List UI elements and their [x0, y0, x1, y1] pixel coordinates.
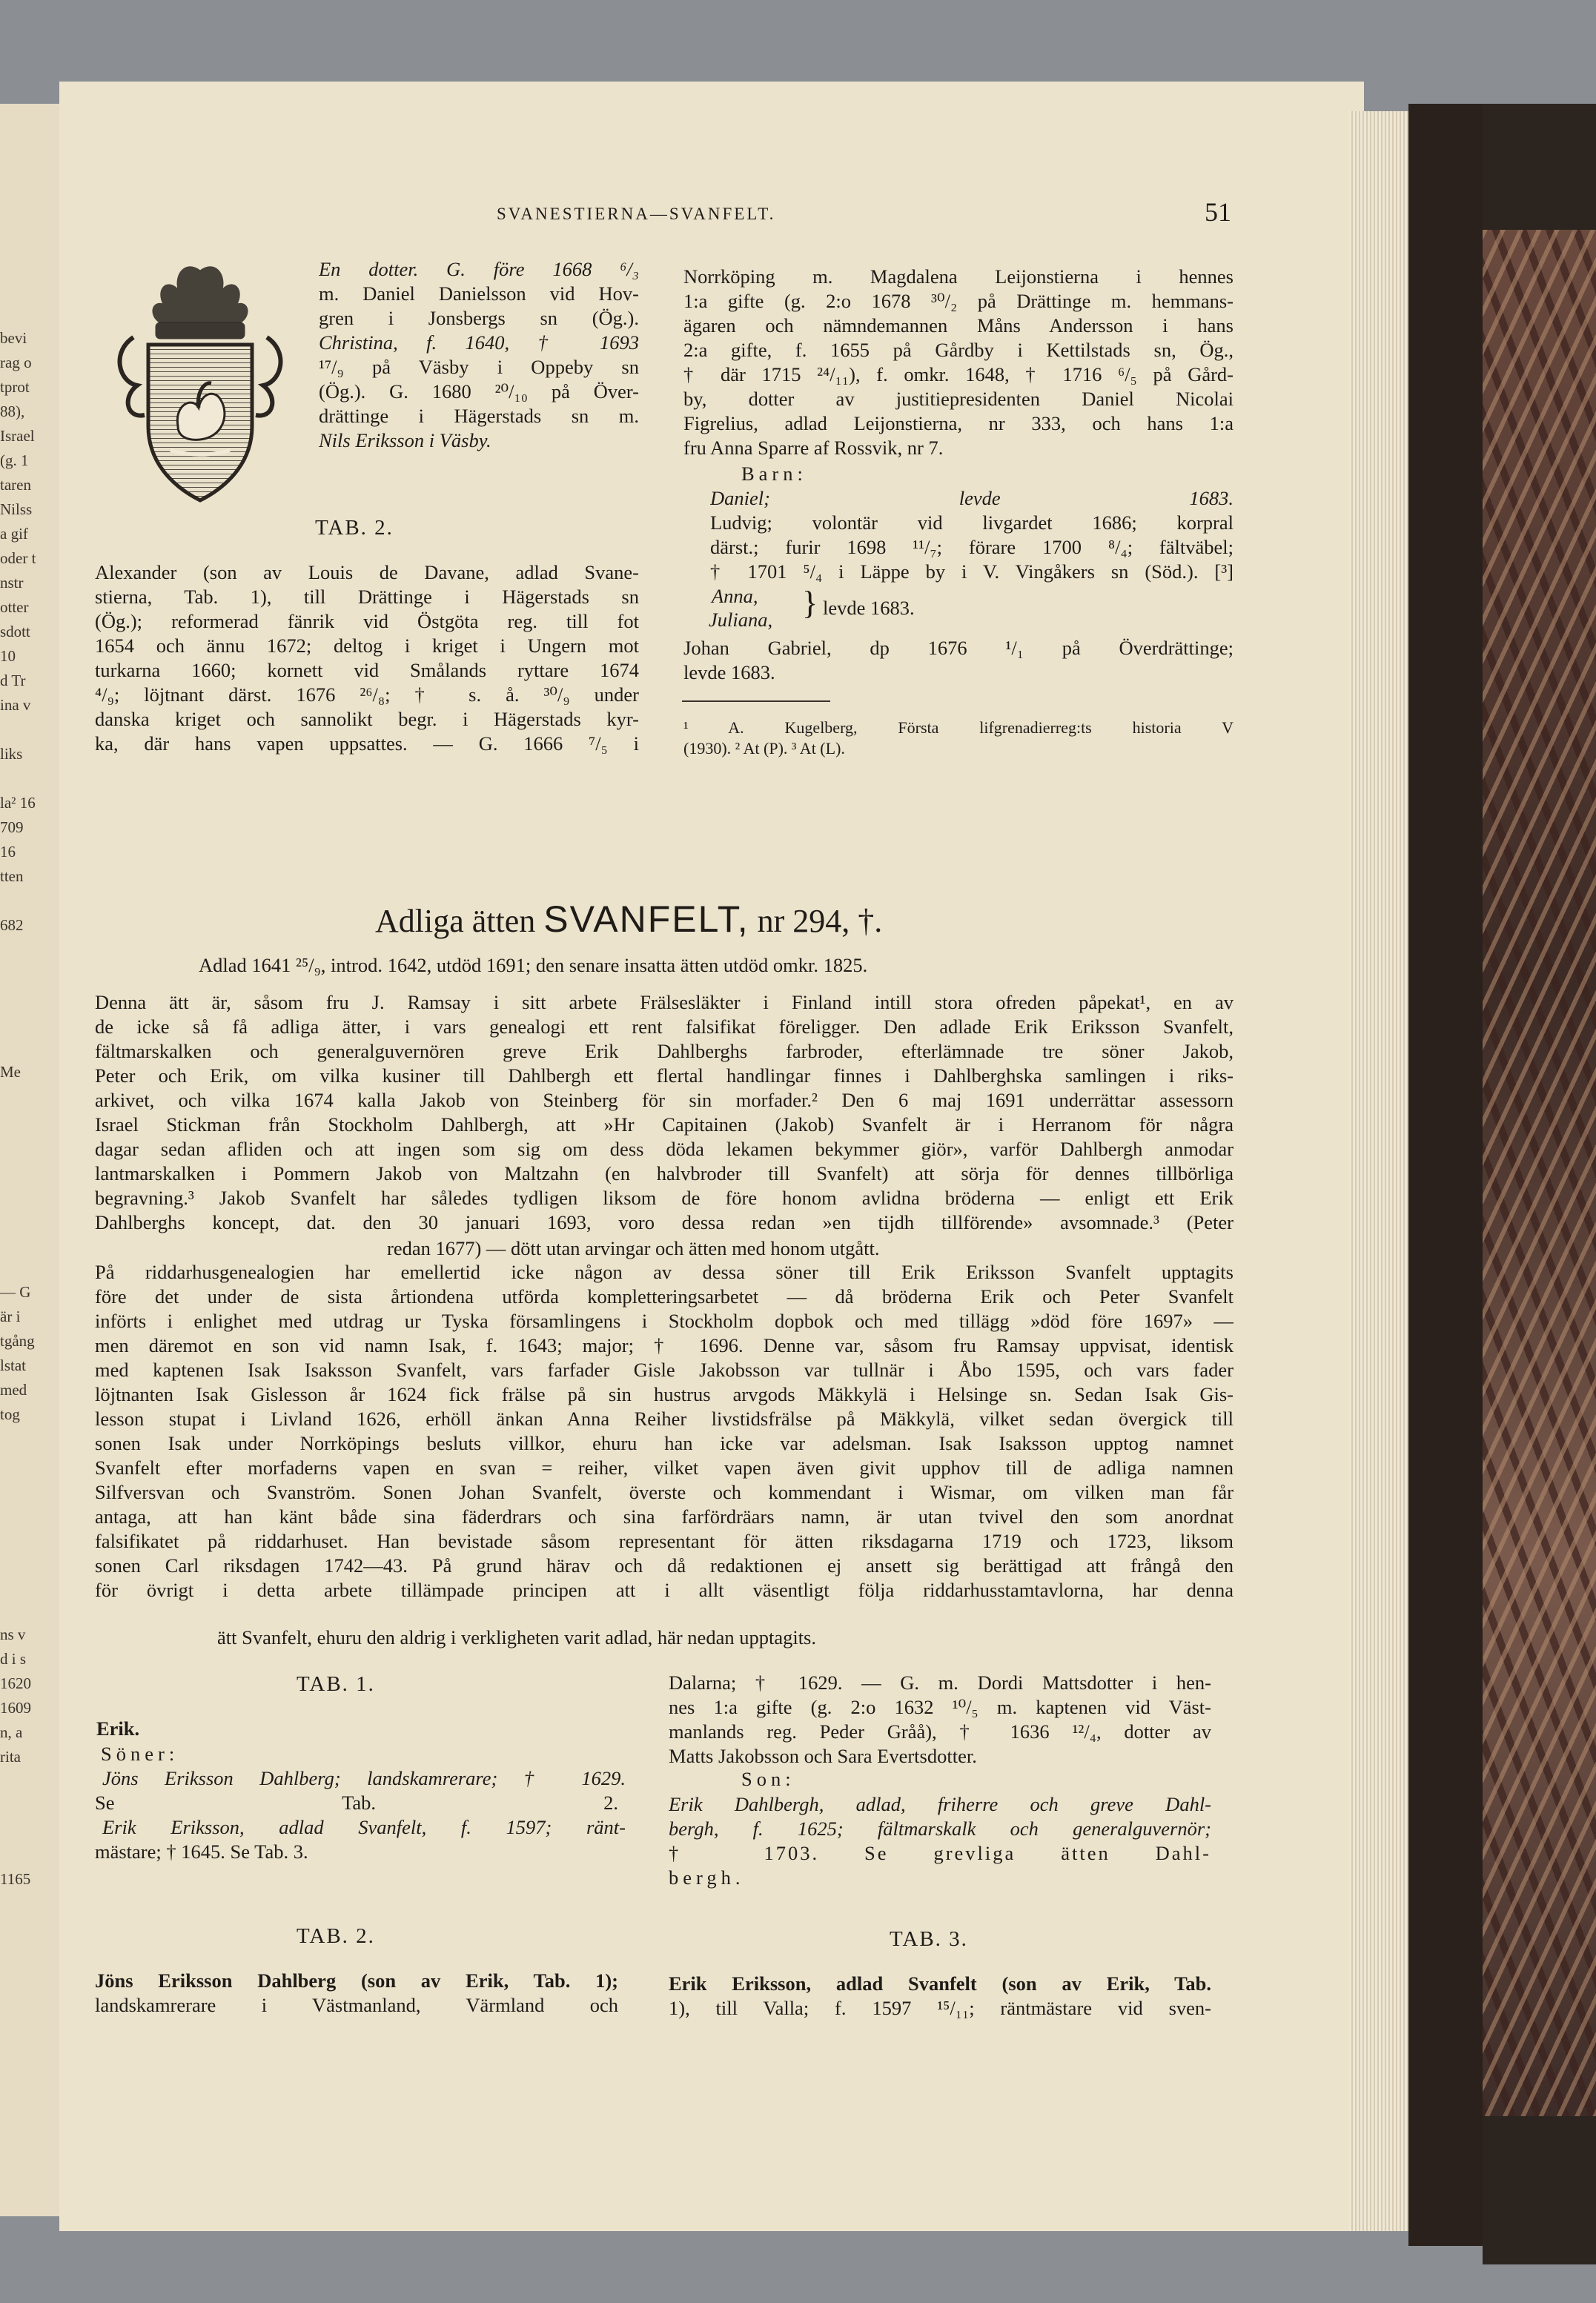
left-fragment [0, 1011, 58, 1035]
right-bottom-line: manlands reg. Peder Gråå), † 1636 ¹²/₄, dotter av [669, 1720, 1211, 1743]
left-fragment: taren [0, 476, 31, 494]
left-fragment [0, 889, 58, 913]
left-page-edge [0, 104, 62, 2216]
crest-side-line: m. Daniel Danielsson vid Hov- [319, 282, 639, 305]
left-fragment: med [0, 1381, 27, 1399]
left-fragment [0, 1256, 58, 1280]
left-fragment: ina v [0, 696, 31, 714]
left-fragment [0, 938, 58, 962]
left-fragment [0, 1769, 58, 1794]
left-fragment: 10 [0, 647, 16, 665]
alexander-line: danska kriget och sannolikt begr. i Hägerstads kyr- [95, 708, 639, 730]
alexander-line: stierna, Tab. 1), till Drättinge i Hägerstads sn [95, 586, 639, 608]
paragraph-2-line: Svanfelt efter morfaderns vapen en svan = reiher, vilket vapen även givit upphov till de adliga namnen [95, 1457, 1234, 1479]
tab1-line: mästare; † 1645. Se Tab. 3. [95, 1840, 308, 1863]
tab2-line: landskamrerare i Västmanland, Värmland och [95, 1994, 618, 2016]
paragraph-1-line: arkivet, och vilka 1674 kalla Jakob von Steinberg för sin morfader.² Den 6 maj 1691 underrättar assessorn [95, 1089, 1234, 1111]
left-fragment: tten [0, 867, 24, 885]
paragraph-2-last: ätt Svanfelt, ehuru den aldrig i verkligheten varit adlad, här nedan upptagits. [217, 1626, 816, 1648]
left-fragment: bevi [0, 329, 27, 347]
right-top-line: fru Anna Sparre af Rossvik, nr 7. [683, 437, 944, 459]
left-fragment: lstat [0, 1356, 26, 1374]
left-fragment [0, 1109, 58, 1133]
paragraph-2-line: lesson stupat i Livland 1626, erhöll änkan Anna Reiher livstidsfrälse på Mäkkylä, vilket sedan övergick till [95, 1408, 1234, 1430]
left-fragment: tprot [0, 378, 30, 396]
paragraph-1-line: lantmarskalken i Pommern Jakob von Maltzahn (en halvbroder till Svanfelt) att sörja för dennes tillbörliga [95, 1162, 1234, 1184]
tab1-line: Erik Eriksson, adlad Svanfelt, f. 1597; ränt- [102, 1816, 626, 1838]
left-fragment: d i s [0, 1650, 27, 1668]
soner-label: Söner: [101, 1743, 179, 1765]
paragraph-2-line: sonen Carl riksdagen 1742—43. På grund härav och då redaktionen ej ansett sig berättigad att frångå den [95, 1554, 1234, 1577]
paragraph-1-line: Israel Stickman från Stockholm Dahlbergh, att »Hr Capitainen (Jakob) Svanfelt är i Herranom för några [95, 1113, 1234, 1136]
left-fragment [0, 1598, 58, 1623]
child-line: Ludvig; volontär vid livgardet 1686; korpral [710, 511, 1234, 534]
right-bottom-line: Dalarna; † 1629. — G. m. Dordi Mattsdotter i hen- [669, 1671, 1211, 1694]
alexander-line: ⁴/₉; löjtnant därst. 1676 ²⁶/₈; † s. å. ³⁰/₉ under [95, 683, 639, 706]
paragraph-1-last: redan 1677) — dött utan arvingar och ätten med honom utgått. [387, 1237, 880, 1259]
left-fragment [0, 1133, 58, 1158]
crest-side-line: gren i Jonsbergs sn (Ög.). [319, 307, 639, 329]
paragraph-1-line: begravning.³ Jakob Svanfelt har således tydligen liksom de före honom avlidna bröderna — enligt ett Erik [95, 1187, 1234, 1209]
left-fragment: rag o [0, 354, 32, 371]
left-fragment [0, 1427, 58, 1451]
child-anna: Anna, [712, 585, 758, 607]
paragraph-2-line: löjtnanten Isak Gislesson år 1624 fick frälse på sin hustrus arvgods Mäkkylä i Helsinge sn. Sedan Isak Gis- [95, 1383, 1234, 1405]
left-page-text-fragments [0, 326, 58, 1892]
left-fragment: ns v [0, 1626, 26, 1643]
left-fragment: n, a [0, 1723, 23, 1741]
child-line: Daniel; levde 1683. [710, 487, 1234, 509]
paragraph-2-line: införts i enlighet med utdrag ur Tyska församlingens i Stockholm dopbok och med tillägg »död före 1697» — [95, 1310, 1234, 1332]
right-top-line: † där 1715 ²⁴/₁₁), f. omkr. 1648, † 1716 ⁶/₅ på Gård- [683, 363, 1234, 385]
left-fragment [0, 1525, 58, 1549]
paragraph-1-line: dagar sedan afliden och att ingen som sig om dess döda lekamen bekymmer giör», varför Dahlbergh anmodar [95, 1138, 1234, 1160]
left-fragment [0, 718, 58, 742]
left-fragment [0, 1158, 58, 1182]
section-subtitle: Adlad 1641 ²⁵/₉, introd. 1642, utdöd 1691; den senare insatta ätten utdöd omkr. 1825. [199, 954, 868, 976]
left-fragment: (g. 1 [0, 451, 29, 469]
tab2-heading-top: TAB. 2. [315, 516, 394, 540]
right-bottom-line: nes 1:a gifte (g. 2:o 1632 ¹⁰/₅ m. kaptenen vid Väst- [669, 1696, 1211, 1718]
left-fragment [0, 1035, 58, 1060]
left-fragment: tog [0, 1405, 20, 1423]
page-block-edge [1349, 111, 1416, 2231]
tab3-line: Erik Eriksson, adlad Svanfelt (son av Erik, Tab. [669, 1972, 1211, 1995]
left-fragment: 709 [0, 818, 24, 836]
tab1-line: Se Tab. 2. [95, 1792, 618, 1814]
crest-side-line: En dotter. G. före 1668 ⁶/₃ [319, 258, 639, 280]
marbled-edge [1483, 230, 1596, 2120]
paragraph-1-line: fältmarskalken och generalguvernören greve Erik Dahlberghs farbroder, efterlämnade tre söner Jakob, [95, 1040, 1234, 1062]
footnote-line: ¹ A. Kugelberg, Första lifgrenadierreg:ts historia V [683, 718, 1234, 737]
paragraph-2-line: för övrigt i detta arbete tillämpade principen att i allt väsentligt följa riddarhusstamtavlorna, har denna [95, 1579, 1234, 1601]
right-bottom-line: Matts Jakobsson och Sara Evertsdotter. [669, 1745, 977, 1767]
left-fragment [0, 987, 58, 1011]
child-juliana: Juliana, [709, 609, 773, 631]
crest-side-line: ¹⁷/₉ på Väsby i Oppeby sn [319, 356, 639, 378]
section-title: Adliga ätten SVANFELT, nr 294, †. [375, 898, 883, 940]
child-line: därst.; furir 1698 ¹¹/₇; förare 1700 ⁸/₄; fältväbel; [710, 536, 1234, 558]
tab3-line: 1), till Valla; f. 1597 ¹⁵/₁₁; räntmästare vid sven- [669, 1997, 1211, 2019]
johan-line: levde 1683. [683, 661, 775, 683]
left-fragment: nstr [0, 574, 24, 592]
left-fragment [0, 1231, 58, 1256]
alexander-line: (Ög.); reformerad fänrik vid Östgöta reg. till fot [95, 610, 639, 632]
left-fragment: tgång [0, 1332, 35, 1350]
left-fragment [0, 766, 58, 791]
right-top-line: ägaren och nämndemannen Måns Andersson i hans [683, 314, 1234, 337]
page-number: 51 [1205, 197, 1231, 227]
right-top-line: Figrelius, adlad Leijonstierna, nr 333, och hans 1:a [683, 412, 1234, 434]
left-fragment: 1165 [0, 1870, 31, 1888]
alexander-line: ka, där hans vapen uppsattes. — G. 1666 ⁷/₅ i [95, 732, 639, 755]
tab2-line: Jöns Eriksson Dahlberg (son av Erik, Tab. 1); [95, 1969, 618, 1992]
tab1-name: Erik. [96, 1717, 140, 1740]
paragraph-1-line: Peter och Erik, om vilka kusiner till Dahlbergh ett flertal handlingar finnes i Dahlberghska samlingen i riks- [95, 1064, 1234, 1087]
left-fragment: d Tr [0, 672, 26, 689]
child-line: † 1701 ⁵/₄ i Läppe by i V. Vingåkers sn (Söd.). [³] [710, 560, 1234, 583]
tab3-heading: TAB. 3. [890, 1927, 968, 1951]
paragraph-1-line: Dahlberghs koncept, dat. den 30 januari 1693, voro dessa redan »en tijdh tillförende» avsomnade.³ (Peter [95, 1211, 1234, 1233]
left-fragment [0, 1207, 58, 1231]
brace: } [802, 585, 818, 621]
left-fragment [0, 1476, 58, 1500]
left-fragment [0, 1182, 58, 1207]
crest-side-line: Christina, f. 1640, † 1693 [319, 331, 639, 354]
alexander-line: Alexander (son av Louis de Davane, adlad Svane- [95, 561, 639, 583]
right-top-line: 2:a gifte, f. 1655 på Gårdby i Kettilstads sn, Ög., [683, 339, 1234, 361]
paragraph-2-line: före det under de sista årtiondena utförda kompletteringsarbetet — då bröderna Erik och Peter Svanfelt [95, 1285, 1234, 1308]
left-fragment [0, 1574, 58, 1598]
paragraph-1-line: Denna ätt är, såsom fru J. Ramsay i sitt arbete Frälsesläkter i Finland intill stora ofreden påpekat¹, en av [95, 991, 1234, 1013]
left-fragment: 1620 [0, 1674, 31, 1692]
left-fragment [0, 962, 58, 987]
left-fragment: 1609 [0, 1699, 31, 1717]
son-line: bergh. [669, 1866, 745, 1889]
barn-label: Barn: [741, 463, 807, 485]
alexander-line: turkarna 1660; kornett vid Smålands ryttare 1674 [95, 659, 639, 681]
left-fragment: Me [0, 1063, 21, 1081]
left-fragment: a gif [0, 525, 28, 543]
left-fragment [0, 1451, 58, 1476]
left-fragment: rita [0, 1748, 21, 1766]
left-fragment [0, 1818, 58, 1843]
left-fragment [0, 1794, 58, 1818]
johan-line: Johan Gabriel, dp 1676 ¹/₁ på Överdrättinge; [683, 637, 1234, 659]
left-fragment: 16 [0, 843, 16, 861]
son-line: † 1703. Se grevliga ätten Dahl- [669, 1842, 1211, 1864]
left-fragment: oder t [0, 549, 36, 567]
left-fragment: liks [0, 745, 23, 763]
cover-corner-top [1483, 104, 1596, 233]
son-line: bergh, f. 1625; fältmarskalk och generalguvernör; [669, 1817, 1211, 1840]
left-fragment: otter [0, 598, 29, 616]
paragraph-1-line: de icke så få adliga ätter, i vars genealogi ett rent falsifikat föreligger. Den adlade Erik Eriksson Svanfelt, [95, 1015, 1234, 1038]
left-fragment: är i [0, 1308, 21, 1325]
paragraph-2-line: men däremot en son vid namn Isak, f. 1643; major; † 1696. Denne var, såsom fru Ramsay uppvisat, identisk [95, 1334, 1234, 1356]
right-top-line: 1:a gifte (g. 2:o 1678 ³⁰/₂ på Drättinge m. hemmans- [683, 290, 1234, 312]
paragraph-2-line: antaga, att han känt både sina fäderdrars och sina farfördräars namn, är utan tvivel den som anordnat [95, 1505, 1234, 1528]
levde-1683: levde 1683. [823, 597, 915, 619]
left-fragment [0, 1843, 58, 1867]
son-line: Erik Dahlbergh, adlad, friherre och greve Dahl- [669, 1793, 1211, 1815]
running-title: SVANESTIERNA—SVANFELT. [497, 205, 776, 223]
tab2-heading-bottom: TAB. 2. [297, 1924, 375, 1948]
left-fragment: 682 [0, 916, 24, 934]
alexander-line: 1654 och ännu 1672; deltog i kriget i Ungern mot [95, 634, 639, 657]
tab1-line: Jöns Eriksson Dahlberg; landskamrerare; † 1629. [102, 1767, 626, 1789]
right-top-line: by, dotter av justitiepresidenten Daniel Nicolai [683, 388, 1234, 410]
left-fragment [0, 1084, 58, 1109]
left-fragment [0, 1549, 58, 1574]
left-fragment [0, 1500, 58, 1525]
left-fragment: la² 16 [0, 794, 36, 812]
crest-side-line: drättinge i Hägerstads sn m. [319, 405, 639, 427]
left-fragment: 88), [0, 402, 25, 420]
tab1-heading: TAB. 1. [297, 1672, 375, 1696]
paragraph-2-line: med kaptenen Isak Isaksson Svanfelt, vars farfader Gisle Jakobsson var tullnär i Åbo 1595, och vars fader [95, 1359, 1234, 1381]
cover-corner-bottom [1483, 2116, 1596, 2264]
son-label: Son: [741, 1768, 795, 1790]
paragraph-2-line: sonen Isak under Norrköpings besluts villkor, ehuru han icke var adelsman. Isak Isaksson upptog namnet [95, 1432, 1234, 1454]
crest-side-line: (Ög.). G. 1680 ²⁰/₁₀ på Över- [319, 380, 639, 402]
paragraph-2-line: falsifikatet på riddarhuset. Han bevistade såsom representant för ätten riksdagarna 1719 och 1723, liksom [95, 1530, 1234, 1552]
crest-side-line: Nils Eriksson i Väsby. [319, 429, 491, 451]
left-fragment: — G [0, 1283, 31, 1301]
right-top-line: Norrköping m. Magdalena Leijonstierna i hennes [683, 265, 1234, 288]
left-fragment: Israel [0, 427, 35, 445]
left-fragment: Nilss [0, 500, 33, 518]
book-cover-spine [1408, 104, 1490, 2246]
coat-of-arms-image [104, 256, 297, 508]
left-fragment: sdott [0, 623, 30, 640]
paragraph-2-line: Silfversvan och Svanström. Sonen Johan Svanfelt, överste och kommendant i Wismar, om vilken man får [95, 1481, 1234, 1503]
paragraph-2-line: På riddarhusgenealogien har emellertid icke någon av dessa söner till Erik Eriksson Svanfelt upptagits [95, 1261, 1234, 1283]
footnote-line: (1930). ² At (P). ³ At (L). [683, 739, 845, 758]
footnote-rule [682, 700, 830, 702]
